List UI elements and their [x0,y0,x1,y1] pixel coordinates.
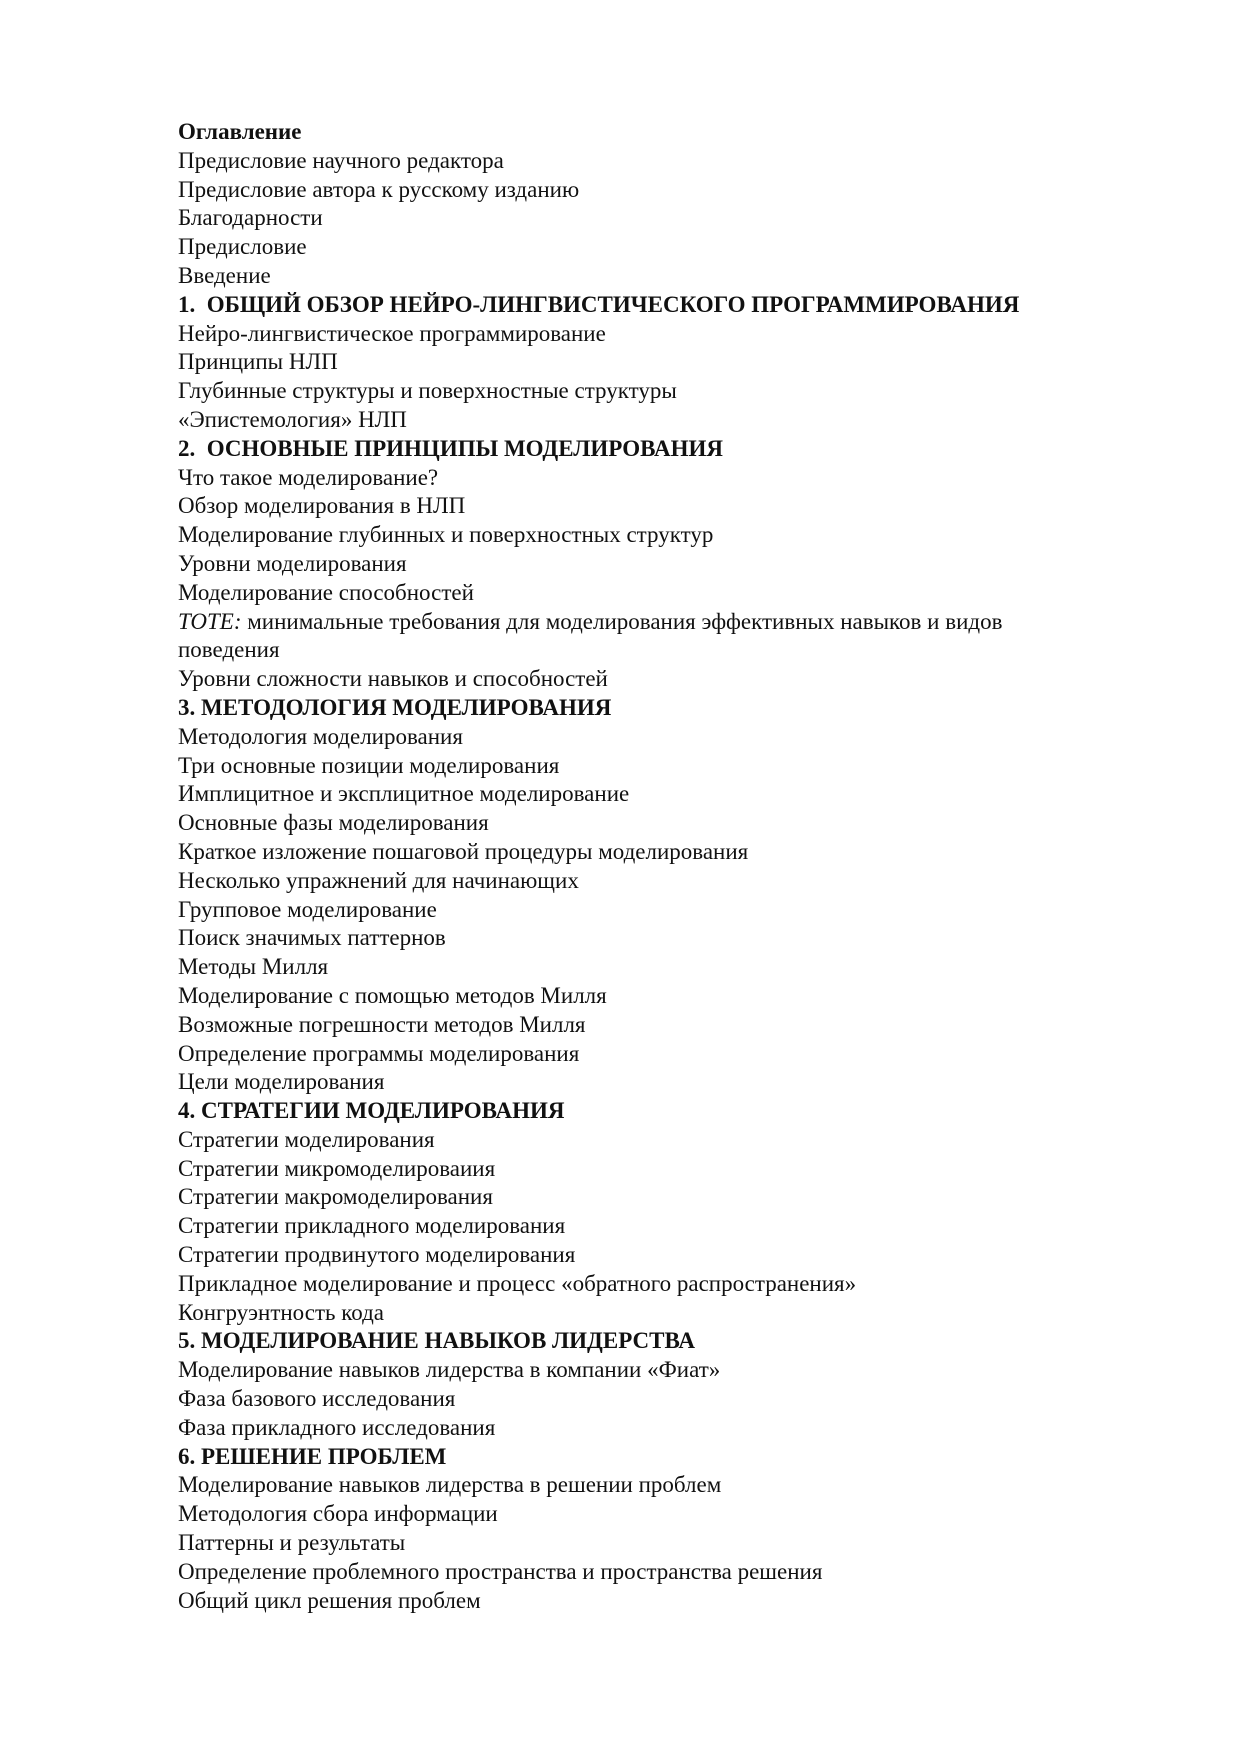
toc-entry: Введение [178,262,271,288]
toc-entry: Глубинные структуры и поверхностные структуры [178,378,677,404]
toc-entry: Методы Милля [178,954,329,980]
toc-entry: Фаза базового исследования [178,1386,456,1412]
toc-entry: Стратегии продвинутого моделирования [178,1242,576,1268]
toc-entry: Моделирование навыков лидерства в компании «Фиат» [178,1357,721,1383]
toc-entry: Возможные погрешности методов Милля [178,1011,586,1037]
chapter-heading-4 [178,1097,1098,1126]
chapter-heading-5 [178,1327,1098,1356]
toc-entry: Моделирование способностей [178,579,474,605]
tote-label: TOTE: [178,608,242,634]
toc-entry: Предисловие [178,234,307,260]
chapter-number: 5. [178,1328,196,1354]
toc-entry: Стратегии прикладного моделирования [178,1213,566,1239]
chapter-title: СТРАТЕГИИ МОДЕЛИРОВАНИЯ [201,1098,565,1124]
chapter-title: МОДЕЛИРОВАНИЕ НАВЫКОВ ЛИДЕРСТВА [201,1328,696,1354]
tote-text: минимальные требования для моделирования эффективных навыков и видов поведения [178,608,1003,663]
toc-entry: Прикладное моделирование и процесс «обратного распространения» [178,1270,857,1296]
toc-entry: Уровни моделирования [178,550,407,576]
toc-entry: Основные фазы моделирования [178,810,489,836]
toc-entry: Стратегии моделирования [178,1126,435,1152]
toc-entry: Имплицитное и эксплицитное моделирование [178,781,630,807]
toc-entry: Уровни сложности навыков и способностей [178,666,608,692]
toc-entry: Стратегии микромоделироваиия [178,1155,496,1181]
toc-entry: Принципы НЛП [178,349,338,375]
toc-entry: Цели моделирования [178,1069,385,1095]
toc-entry: Что такое моделирование? [178,464,439,490]
toc-entry: Нейро-лингвистическое программирование [178,320,606,346]
chapter-number: 1. [178,291,196,317]
toc-title: Оглавление [178,119,302,144]
toc-entry: Обзор моделирования в НЛП [178,493,466,519]
table-of-contents [178,118,1098,1615]
toc-entry: Предисловие научного редактора [178,147,504,173]
toc-entry: Краткое изложение пошаговой процедуры моделирования [178,838,749,864]
toc-entry: Фаза прикладного исследования [178,1414,496,1440]
toc-entry: Несколько упражнений для начинающих [178,867,579,893]
toc-entry: Паттерны и результаты [178,1530,406,1556]
chapter-title: РЕШЕНИЕ ПРОБЛЕМ [201,1443,447,1469]
toc-entry: Методология сбора информации [178,1501,498,1527]
chapter-number: 4. [178,1098,196,1124]
toc-entry: Методология моделирования [178,723,463,749]
chapter-title: МЕТОДОЛОГИЯ МОДЕЛИРОВАНИЯ [201,694,612,720]
chapter-title: ОБЩИЙ ОБЗОР НЕЙРО-ЛИНГВИСТИЧЕСКОГО ПРОГРАММИРОВАНИЯ [206,291,1020,317]
chapter-heading-6 [178,1443,1098,1472]
toc-entry: «Эпистемология» НЛП [178,406,407,432]
toc-entry: Моделирование навыков лидерства в решении проблем [178,1472,722,1498]
toc-entry: Стратегии макромоделирования [178,1184,493,1210]
chapter-title: ОСНОВНЫЕ ПРИНЦИПЫ МОДЕЛИРОВАНИЯ [206,435,723,461]
toc-entry: Определение программы моделирования [178,1040,580,1066]
chapter-heading-2 [178,435,1098,464]
toc-entry-tote [178,608,1098,666]
toc-entry: Моделирование с помощью методов Милля [178,982,607,1008]
toc-entry: Благодарности [178,205,323,231]
chapter-heading-3 [178,694,1098,723]
toc-entry: Определение проблемного пространства и пространства решения [178,1558,823,1584]
chapter-number: 2. [178,435,196,461]
toc-entry: Предисловие автора к русскому изданию [178,176,580,202]
chapter-heading-1 [178,291,1098,320]
toc-entry: Конгруэнтность кода [178,1299,385,1325]
toc-entry: Поиск значимых паттернов [178,925,446,951]
toc-entry: Общий цикл решения проблем [178,1587,481,1613]
toc-entry: Три основные позиции моделирования [178,752,560,778]
chapter-number: 3. [178,694,196,720]
chapter-number: 6. [178,1443,196,1469]
toc-entry: Групповое моделирование [178,896,437,922]
toc-entry: Моделирование глубинных и поверхностных структур [178,522,714,548]
